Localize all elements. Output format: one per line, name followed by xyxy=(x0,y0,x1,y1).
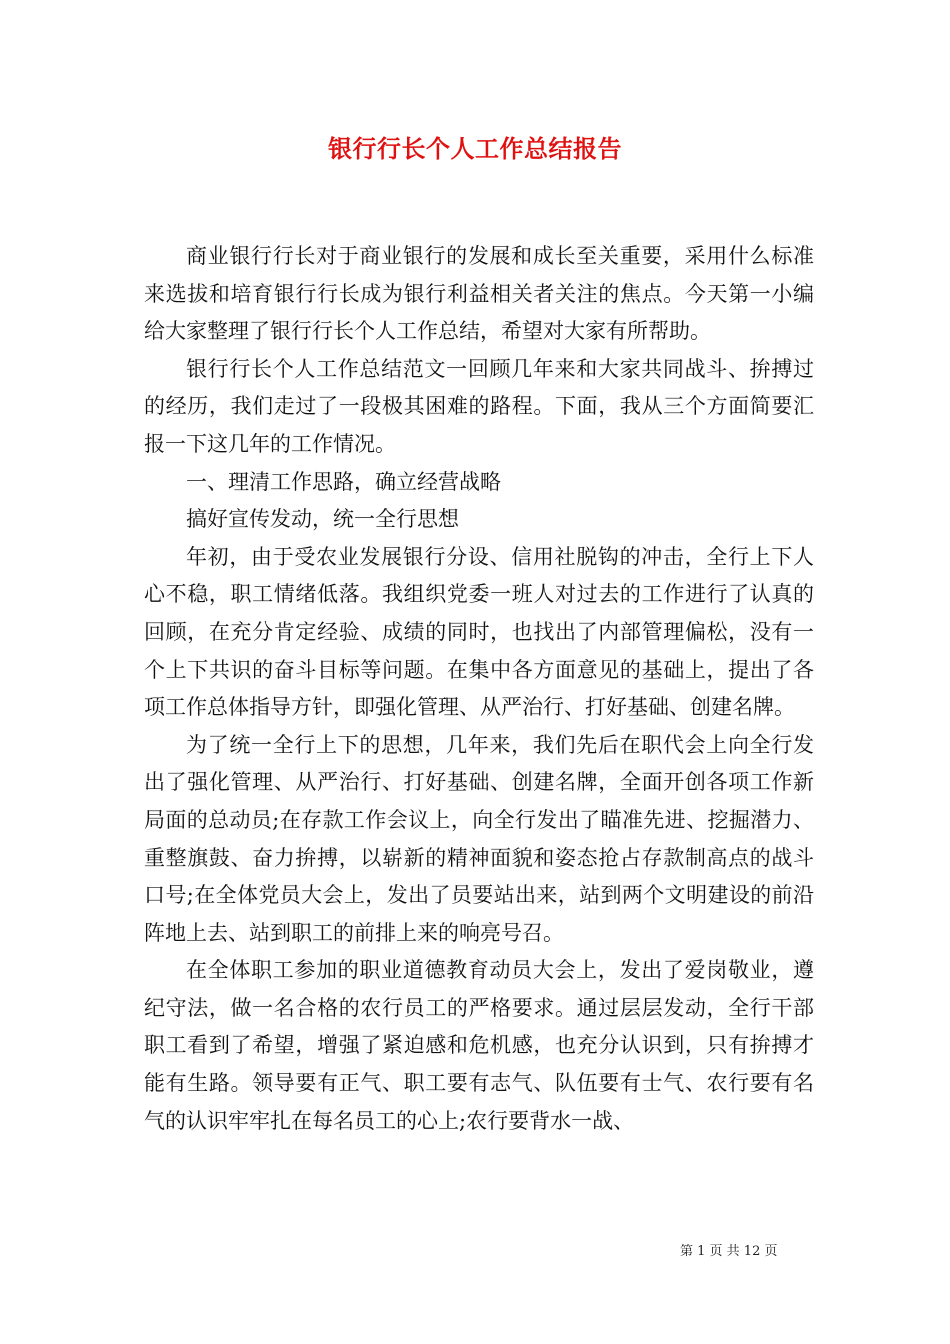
section-heading-1: 一、理清工作思路，确立经营战略 xyxy=(186,469,501,494)
subsection-heading: 搞好宣传发动，统一全行思想 xyxy=(186,507,459,532)
paragraph-intro: 商业银行行长对于商业银行的发展和成长至关重要，采用什么标准来选拔和培育银行行长成为银行利益相关者关注的焦点。今天第一小编给大家整理了银行行长个人工作总结，希望对大家有所帮助。 xyxy=(144,244,814,344)
page-number-footer: 第 1 页 共 12 页 xyxy=(680,1244,778,1259)
document-title: 银行行长个人工作总结报告 xyxy=(328,134,622,163)
paragraph-unify-thinking: 为了统一全行上下的思想，几年来，我们先后在职代会上向全行发出了强化管理、从严治行、打好基础、创建名牌，全面开创各项工作新局面的总动员;在存款工作会议上，向全行发出了瞄准先进、挖掘潜力、重整旗鼓、奋力拚搏，以崭新的精神面貌和姿态抢占存款制高点的战斗口号;在全体党员大会上，发出了员要站出来，站到两个文明建设的前沿阵地上去、站到职工的前排上来的响亮号召。 xyxy=(144,732,814,945)
paragraph-review: 银行行长个人工作总结范文一回顾几年来和大家共同战斗、拚搏过的经历，我们走过了一段极其困难的路程。下面，我从三个方面简要汇报一下这几年的工作情况。 xyxy=(144,356,814,456)
paragraph-ethics-education: 在全体职工参加的职业道德教育动员大会上，发出了爱岗敬业，遵纪守法，做一名合格的农行员工的严格要求。通过层层发动，全行干部职工看到了希望，增强了紧迫感和危机感，也充分认识到，只有拚搏才能有生路。领导要有正气、职工要有志气、队伍要有士气、农行要有名气的认识牢牢扎在每名员工的心上;农行要背水一战、 xyxy=(144,958,814,1133)
paragraph-early-year: 年初，由于受农业发展银行分设、信用社脱钩的冲击，全行上下人心不稳，职工情绪低落。我组织党委一班人对过去的工作进行了认真的回顾，在充分肯定经验、成绩的同时，也找出了内部管理偏松，没有一个上下共识的奋斗目标等问题。在集中各方面意见的基础上，提出了各项工作总体指导方针，即强化管理、从严治行、打好基础、创建名牌。 xyxy=(144,544,814,720)
document-body xyxy=(144,238,814,1140)
